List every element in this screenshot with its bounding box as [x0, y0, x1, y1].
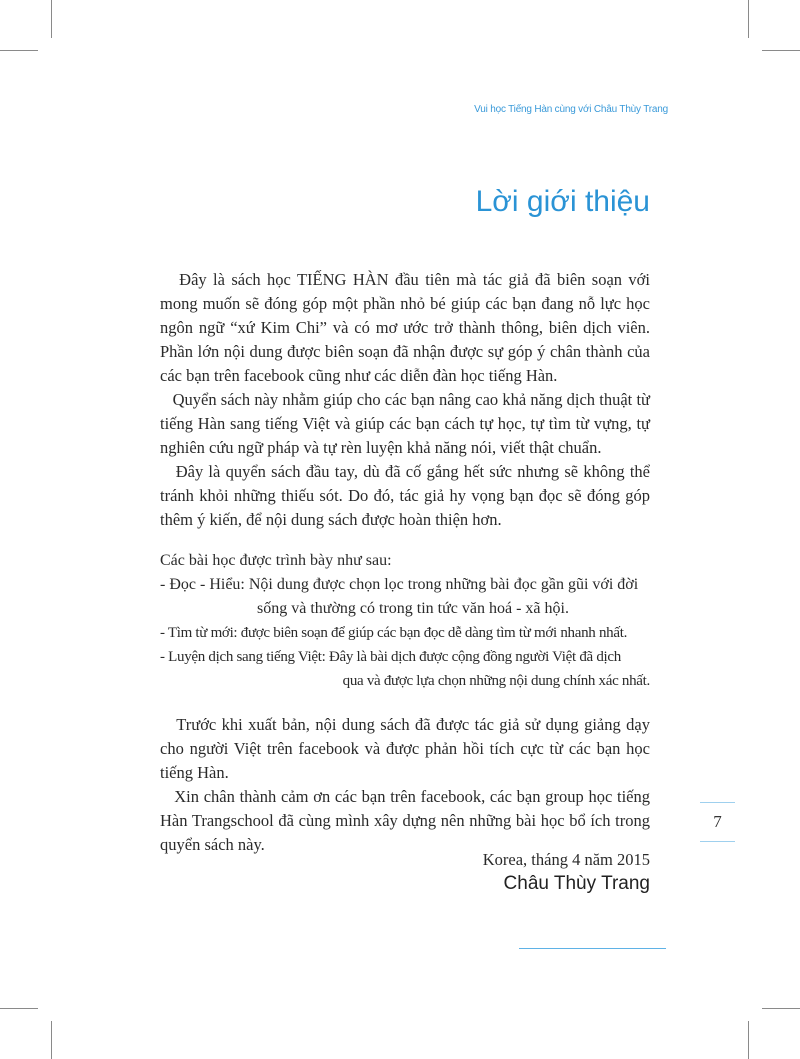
crop-mark: [0, 50, 38, 51]
signature-block: [483, 848, 650, 895]
closing-paragraph: Xin chân thành cảm ơn các bạn trên facebook, các bạn group học tiếng Hàn Trangschool đã cùng mình xây dựng nên những bài học bổ ích trong quyển sách này.: [160, 787, 650, 854]
intro-section: [160, 268, 650, 532]
page-number: 7: [700, 802, 735, 842]
crop-mark: [748, 1021, 749, 1059]
intro-paragraph: Đây là quyển sách đầu tay, dù đã cố gắng hết sức nhưng sẽ không thể tránh khỏi những thiếu sót. Do đó, tác giả hy vọng bạn đọc sẽ đóng góp thêm ý kiến, để nội dung sách được hoàn thiện hơn.: [160, 462, 650, 529]
page-title: Lời giới thiệu: [475, 185, 650, 218]
intro-paragraph: Quyển sách này nhằm giúp cho các bạn nâng cao khả năng dịch thuật từ tiếng Hàn sang tiếng Việt và giúp các bạn cách tự học, tự tìm từ vựng, tự nghiên cứu ngữ pháp và tự rèn luyện khả năng nói, viết thật chuẩn.: [160, 390, 650, 457]
lessons-intro: Các bài học được trình bày như sau:: [160, 552, 392, 569]
list-item: - Tìm từ mới: được biên soạn để giúp các bạn đọc dễ dàng tìm từ mới nhanh nhất.: [160, 625, 628, 641]
signature-date: Korea, tháng 4 năm 2015: [482, 850, 650, 869]
closing-paragraph: Trước khi xuất bản, nội dung sách đã được tác giả sử dụng giảng dạy cho người Việt trên facebook và được phản hồi tích cực từ các bạn học tiếng Hàn.: [160, 715, 650, 782]
list-item-continuation: qua và được lựa chọn những nội dung chính xác nhất.: [342, 673, 650, 689]
crop-mark: [51, 0, 52, 38]
list-item-continuation: sống và thường có trong tin tức văn hoá - xã hội.: [257, 600, 569, 617]
footer-rule: [519, 948, 666, 949]
crop-mark: [762, 1008, 800, 1009]
crop-mark: [748, 0, 749, 38]
lessons-list: [160, 549, 660, 693]
list-item: - Đọc - Hiểu: Nội dung được chọn lọc trong những bài đọc gần gũi với đời: [160, 576, 639, 593]
list-item: - Luyện dịch sang tiếng Việt: Đây là bài dịch được cộng đồng người Việt đã dịch: [160, 649, 621, 665]
signature-name: Châu Thùy Trang: [503, 873, 650, 894]
intro-paragraph: Đây là sách học TIẾNG HÀN đầu tiên mà tác giả đã biên soạn với mong muốn sẽ đóng góp một phần nhỏ bé giúp các bạn đang nỗ lực học ngôn ngữ “xứ Kim Chi” và có mơ ước trở thành thông, biên dịch viên. Phần lớn nội dung được biên soạn đã nhận được sự góp ý chân thành của các bạn trên facebook cũng như các diễn đàn học tiếng Hàn.: [160, 270, 650, 385]
running-header: Vui học Tiếng Hàn cùng với Châu Thùy Trang: [474, 104, 668, 115]
crop-mark: [51, 1021, 52, 1059]
crop-mark: [0, 1008, 38, 1009]
crop-mark: [762, 50, 800, 51]
closing-section: [160, 713, 650, 857]
